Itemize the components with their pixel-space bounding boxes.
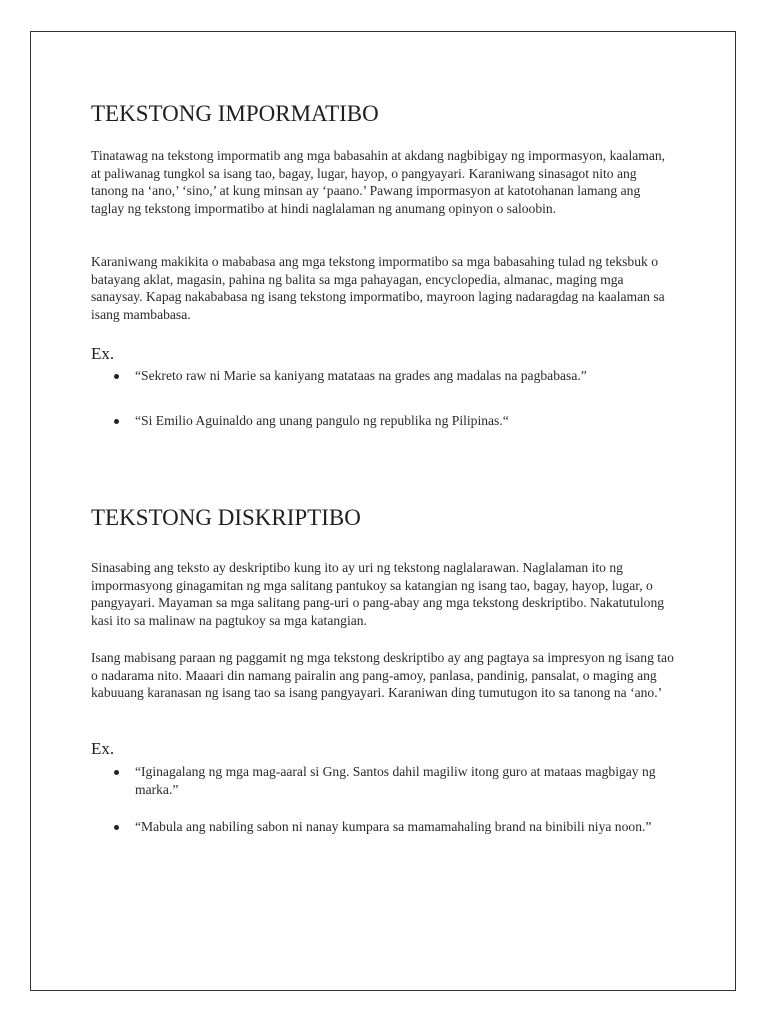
paragraph: Isang mabisang paraan ng paggamit ng mga tekstong deskriptibo ay ang pagtaya sa impresyon ng isang tao o nadarama nito. Maaari din namang pairalin ang pang-amoy, panlasa, pandinig, pansalat, o maging ang kabuuang karanasan ng isang tao sa isang pangyayari. Karaniwan ding tumutugon ito sa tanong na ‘ano.’ [91, 650, 674, 701]
bullet-icon [114, 419, 119, 424]
bullet-icon [114, 374, 119, 379]
document-page [30, 31, 736, 991]
paragraph: Tinatawag na tekstong impormatib ang mga babasahin at akdang nagbibigay ng impormasyon, kaalaman, at paliwanag tungkol sa isang tao, bagay, lugar, hayop, o pangyayari. Karaniwang sinasagot nito ang tanong na ‘ano,’ ‘sino,’ at kung minsan ay ‘paano.’ Pawang impormasyon at katotohanan lamang ang taglay ng tekstong impormatibo at hindi naglalaman ng anumang opinyon o saloobin. [91, 148, 666, 216]
example-text: “Iginagalang ng mga mag-aaral si Gng. Santos dahil magiliw itong guro at mataas magbigay ng marka.” [135, 764, 656, 797]
paragraph: Sinasabing ang teksto ay deskriptibo kung ito ay uri ng tekstong naglalarawan. Naglalaman ito ng impormasyong ginagamitan ng mga salitang pantukoy sa katangian ng isang tao, bagay, hayop, lugar, o pangyayari. Mayaman sa mga salitang pang-uri o pang-abay ang mga tekstong deskriptibo. Nakatutulong kasi ito sa malinaw na pagtukoy sa mga katangian. [91, 560, 665, 628]
bullet-icon [114, 770, 119, 775]
example-text: “Mabula ang nabiling sabon ni nanay kumpara sa mamamahaling brand na binibili niya noon.” [135, 819, 652, 834]
bullet-icon [114, 825, 119, 830]
paragraph: Karaniwang makikita o mababasa ang mga tekstong impormatibo sa mga babasahing tulad ng teksbuk o batayang aklat, magasin, pahina ng balita sa mga pahayagan, encyclopedia, almanac, maging mga sanaysay. Kapag nakababasa ng isang tekstong impormatibo, mayroon laging nadaragdag na kaalaman sa isang mambabasa. [91, 254, 665, 322]
example-text: “Sekreto raw ni Marie sa kaniyang matataas na grades ang madalas na pagbabasa.” [135, 368, 587, 383]
section-title-diskriptibo: TEKSTONG DISKRIPTIBO [91, 505, 361, 530]
section-title-impormatibo: TEKSTONG IMPORMATIBO [91, 101, 379, 126]
example-label: Ex. [91, 739, 115, 758]
example-label: Ex. [91, 344, 115, 363]
example-text: “Si Emilio Aguinaldo ang unang pangulo ng republika ng Pilipinas.“ [135, 413, 509, 428]
